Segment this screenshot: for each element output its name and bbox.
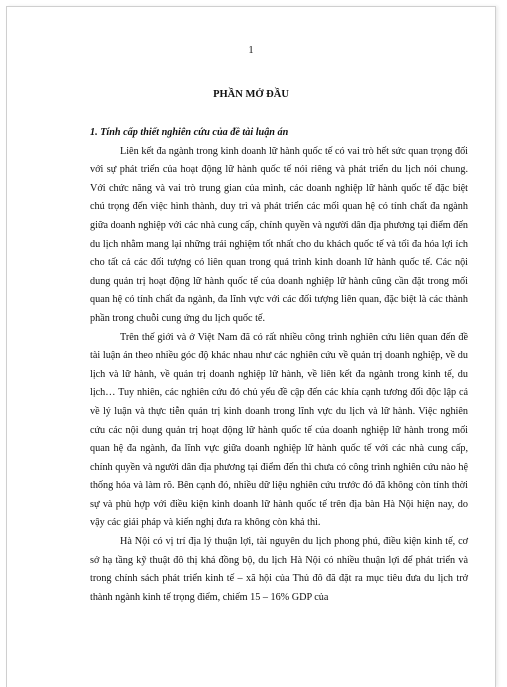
paragraph: Trên thế giới và ở Việt Nam đã có rất nhiều công trình nghiên cứu liên quan đến đề tài luận án theo nhiều góc độ khác nhau như các nghiên cứu về quản trị doanh nghiệp, về du lịch và lữ hành, về quản trị doanh nghiệp lữ hành, về liên kết đa ngành trong kinh tế, du lịch… Tuy nhiên, các nghiên cứu đó chủ yếu đề cập đến các khía cạnh tương đối độc lập cả về lý luận và thực tiễn quản trị kinh doanh trong lĩnh vực du lịch và lữ hành. Việc nghiên cứu các nội dung quản trị hoạt động lữ hành quốc tế của doanh nghiệp lữ hành trong mối quan hệ đa ngành, đa lĩnh vực giữa doanh nghiệp lữ hành quốc tế với các nhà cung cấp, chính quyền và người dân địa phương tại điểm đến thì chưa có công trình nghiên cứu nào hệ thống hóa và làm rõ. Bên cạnh đó, nhiều dữ liệu nghiên cứu trước đó đã không còn tính thời sự và phù hợp với điều kiện kinh doanh lữ hành quốc tế trên địa bàn Hà Nội hiện nay, do vậy các giải pháp và kiến nghị đưa ra không còn khả thi. [90, 331, 468, 529]
document-page [6, 6, 496, 687]
section-title: PHẦN MỞ ĐẦU [213, 89, 289, 100]
body-text [90, 124, 468, 607]
subsection-heading: 1. Tính cấp thiết nghiên cứu của đề tài luận án [90, 127, 289, 138]
page-number: 1 [248, 45, 254, 56]
paragraph: Hà Nội có vị trí địa lý thuận lợi, tài nguyên du lịch phong phú, điều kiện kinh tế, cơ sở hạ tầng kỹ thuật đô thị khá đồng bộ, du lịch Hà Nội có nhiều thuận lợi để phát triển và trong chính sách phát triển kinh tế – xã hội của Thủ đô đã đặt ra mục tiêu đưa du lịch trở thành ngành kinh tế trọng điểm, chiếm 15 – 16% GDP của [90, 536, 468, 603]
paragraph: Liên kết đa ngành trong kinh doanh lữ hành quốc tế có vai trò hết sức quan trọng đối với sự phát triển của hoạt động lữ hành quốc tế nói riêng và phát triển du lịch nói chung. Với chức năng và vai trò trung gian của mình, các doanh nghiệp lữ hành quốc tế đặc biệt chú trọng đến việc hình thành, duy trì và phát triển các mối quan hệ có tính chất đa ngành giữa doanh nghiệp với các nhà cung cấp, chính quyền và người dân địa phương tại điểm đến du lịch nhằm mang lại những trải nghiệm tốt nhất cho du khách quốc tế và tối đa hóa lợi ích cho tất cả các đối tượng có liên quan trong quá trình kinh doanh lữ hành quốc tế. Các nội dung quản trị hoạt động lữ hành quốc tế của doanh nghiệp lữ hành cũng cần đặt trong mối quan hệ có tính chất đa ngành, đa lĩnh vực với các đối tượng liên quan, đặc biệt là các thành phần trong chuỗi cung ứng du lịch quốc tế. [90, 145, 468, 324]
